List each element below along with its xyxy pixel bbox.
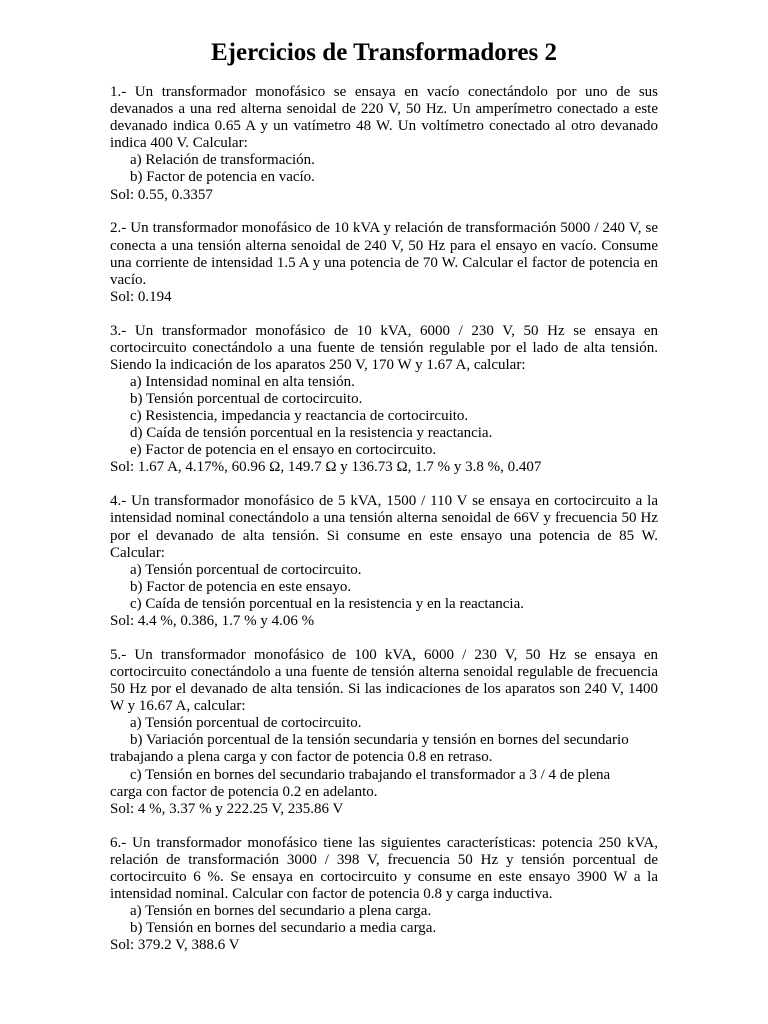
exercise-item: a) Tensión en bornes del secundario a plena carga. [130,903,432,920]
exercise-item: a) Tensión porcentual de cortocircuito. [130,715,362,732]
exercise-3 [110,323,658,477]
exercise-solution: Sol: 4.4 %, 0.386, 1.7 % y 4.06 % [110,613,315,630]
exercise-item: b) Tensión en bornes del secundario a media carga. [130,920,437,937]
page-title: Ejercicios de Transformadores 2 [210,39,558,66]
exercise-statement: 3.- Un transformador monofásico de 10 kVA, 6000 / 230 V, 50 Hz se ensaya en cortocircuito conectándolo a una fuente de tensión regulable por el lado de alta tensión. Siendo la indicación de los aparatos 250 V, 170 W y 1.67 A, calcular: [110,322,658,373]
exercise-item: c) Tensión en bornes del secundario trabajando el transformador a 3 / 4 de plena [130,766,611,783]
exercise-item: b) Tensión porcentual de cortocircuito. [130,391,363,408]
exercise-4 [110,493,658,630]
exercise-item: c) Resistencia, impedancia y reactancia de cortocircuito. [130,408,469,425]
exercise-item-continuation: carga con factor de potencia 0.2 en adelanto. [110,783,378,800]
exercise-statement: 2.- Un transformador monofásico de 10 kVA y relación de transformación 5000 / 240 V, se conecta a una tensión alterna senoidal de 240 V, 50 Hz para el ensayo en vacío. Consume una corriente de intensidad 1.5 A y una potencia de 70 W. Calcular el factor de potencia en vacío. [110,220,658,288]
exercise-solution: Sol: 1.67 A, 4.17%, 60.96 Ω, 149.7 Ω y 136.73 Ω, 1.7 % y 3.8 %, 0.407 [110,459,542,476]
exercise-solution: Sol: 0.55, 0.3357 [110,186,213,203]
exercise-item: e) Factor de potencia en el ensayo en cortocircuito. [130,442,437,459]
exercise-5 [110,647,658,818]
exercise-item: a) Intensidad nominal en alta tensión. [130,374,355,390]
exercise-solution: Sol: 379.2 V, 388.6 V [110,937,240,954]
exercise-1 [110,84,658,204]
exercise-statement: 6.- Un transformador monofásico tiene las siguientes características: potencia 250 kVA, relación de transformación 3000 / 398 V, frecuencia 50 Hz y tensión porcentual de cortocircuito 6 %. Se ensaya en cortocircuito y consume en este ensayo 3900 W a la intensidad nominal. Calcular con factor de potencia 0.8 y carga inductiva. [110,834,658,902]
exercise-item-continuation: trabajando a plena carga y con factor de potencia 0.8 en retraso. [110,749,493,766]
exercise-statement: 1.- Un transformador monofásico se ensaya en vacío conectándolo por uno de sus devanados a una red alterna senoidal de 220 V, 50 Hz. Un amperímetro conectado a este devanado indica 0.65 A y un vatímetro 48 W. Un voltímetro conectado al otro devanado indica 400 V. Calcular: [110,84,658,152]
exercise-2 [110,220,658,305]
exercise-item: a) Relación de transformación. [130,152,315,169]
exercise-6 [110,835,658,955]
exercise-item: c) Caída de tensión porcentual en la resistencia y en la reactancia. [130,595,524,612]
exercise-solution: Sol: 0.194 [110,288,172,305]
exercise-item: b) Variación porcentual de la tensión secundaria y tensión en bornes del secundario [130,732,629,749]
exercise-item: b) Factor de potencia en vacío. [130,169,315,186]
exercise-solution: Sol: 4 %, 3.37 % y 222.25 V, 235.86 V [110,800,344,817]
exercise-statement: 4.- Un transformador monofásico de 5 kVA, 1500 / 110 V se ensaya en cortocircuito a la intensidad nominal conectándolo a una tensión alterna senoidal de 66V y frecuencia 50 Hz por el devanado de alta tensión. Si consume en este ensayo una potencia de 85 W. Calcular: [110,493,658,561]
exercise-item: d) Caída de tensión porcentual en la resistencia y reactancia. [130,425,493,442]
exercise-item: a) Tensión porcentual de cortocircuito. [130,561,362,578]
exercise-item: b) Factor de potencia en este ensayo. [130,578,352,595]
exercise-statement: 5.- Un transformador monofásico de 100 kVA, 6000 / 230 V, 50 Hz se ensaya en cortocircuito conectándolo a una fuente de tensión alterna senoidal regulable de frecuencia 50 Hz por el devanado de alta tensión. Si las indicaciones de los aparatos son 240 V, 1400 W y 16.67 A, calcular: [110,646,658,715]
